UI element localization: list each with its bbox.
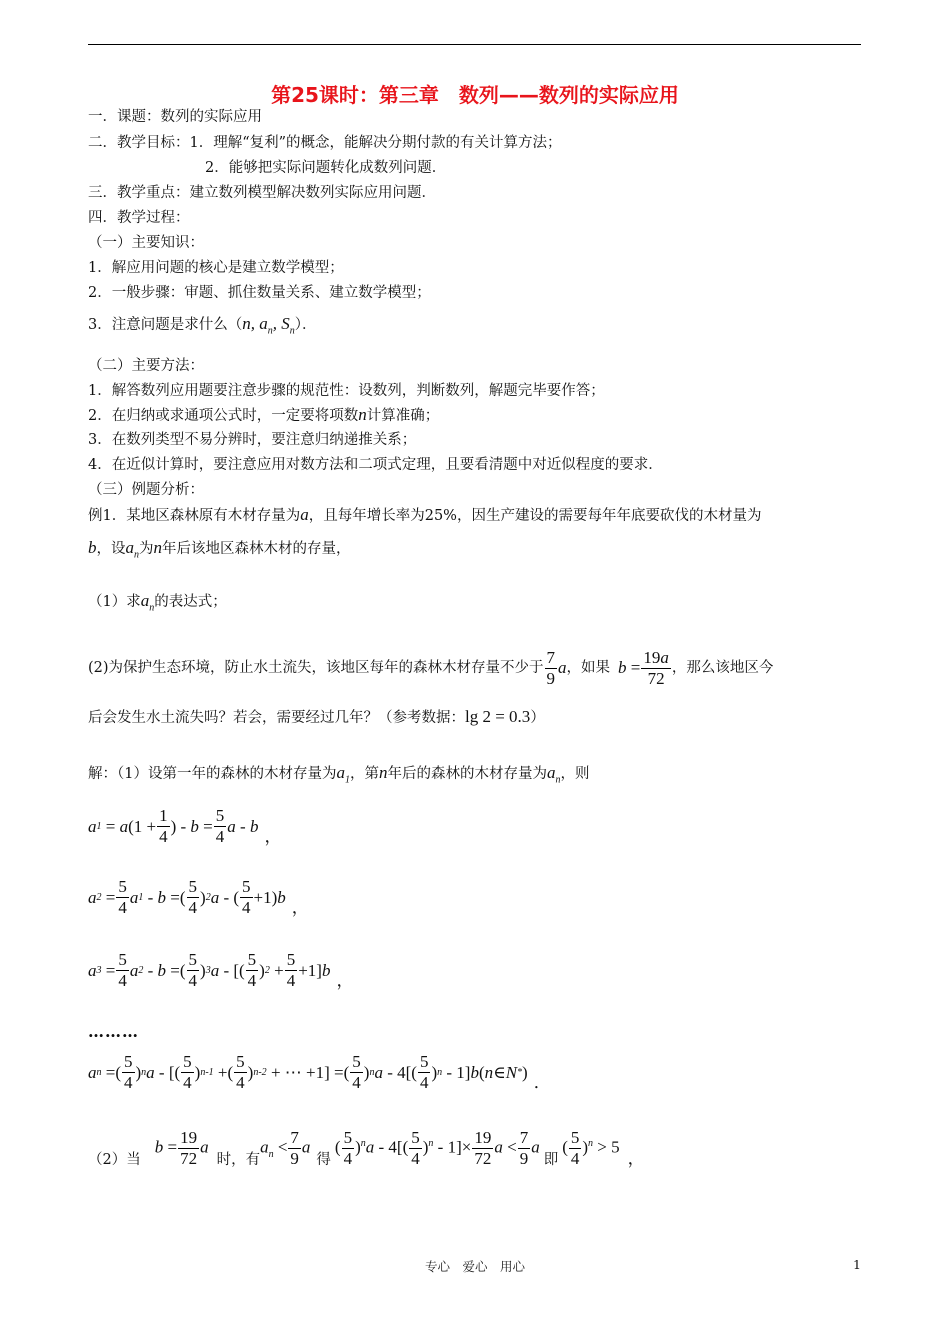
knowledge-item-3: [88, 314, 316, 341]
footer-motto: 专心 爱心 用心: [424, 1259, 525, 1274]
solution-intro-mid2: 年后的森林的木材存量为: [387, 766, 547, 782]
math-a-2: a: [558, 658, 567, 677]
methods-item-4: 4．在近似计算时，要注意应用对数方法和二项式定理，且要看清题中对近似程度的要求．: [88, 457, 663, 473]
math-an: $a_n$: [125, 538, 139, 561]
fraction-7-9: $\frac{7}{9}$: [546, 647, 556, 688]
methods-heading: （二）主要方法：: [88, 358, 204, 374]
solution-intro-mid: ，第: [349, 766, 379, 782]
example-1-b-after: ，设: [96, 541, 126, 557]
comma-3: ，: [336, 971, 354, 990]
example-1-pre: 例1．某地区森林原有木材存量为: [88, 508, 301, 524]
methods-item-3: 3．在数列类型不易分辨时，要注意归纳递推关系；: [88, 432, 417, 448]
header-rule: [88, 44, 861, 45]
example-1-end: 年后该地区森林木材的存量，: [162, 541, 351, 557]
methods-item-1: 1．解答数列应用题要注意步骤的规范性：设数列，判断数列，解题完毕要作答；: [88, 383, 605, 399]
solution-intro-pre: 解：（1）设第一年的森林的木材存量为: [88, 766, 337, 782]
question-2-line-2-post: ）: [530, 710, 545, 726]
reference-data: lg 2 = 0.3: [465, 707, 531, 726]
math-b: b: [88, 538, 97, 557]
example-1-for: 为: [139, 541, 154, 557]
example-1-line-1: [88, 505, 761, 526]
equals-sign: =: [626, 658, 641, 677]
solution-part-2: （2）当 b = $\frac{19}{72}$ a 时，有 $a_n$ < $\frac{7}{9}$ a 得 ( $\frac{5}{4}$ )$^n$a - 4[( $\frac{5}{4}$ )$^n$ - 1]× $\frac{19}{72}$ a < $\frac{7}{9}$ a 即 ( $\frac{5}{4}$ )$^n$ > 5 ，: [88, 1128, 645, 1168]
equation-a1: a 1 = a (1 + $\frac{1}{4}$ ) - b = $\frac{5}{4}$ a - b ，: [88, 806, 282, 846]
goal-line-1: 二．教学目标：1．理解“复利”的概念，能解决分期付款的有关计算方法；: [88, 135, 562, 151]
question-1-post: 的表达式；: [154, 594, 227, 610]
math-n-2: n: [153, 538, 162, 557]
goal-line-2: 2．能够把实际问题转化成数列问题．: [205, 160, 447, 176]
page-title: 第25课时：第三章 数列——数列的实际应用: [271, 83, 679, 107]
knowledge-heading: （一）主要知识：: [88, 235, 204, 251]
focus-line: 三．教学重点：建立数列模型解决数列实际应用问题．: [88, 185, 436, 201]
math-b-eq: b: [618, 658, 627, 677]
math-n-an-sn: n, $a_n$, $S_n$: [242, 314, 295, 337]
knowledge-item-1: 1．解应用问题的核心是建立数学模型；: [88, 260, 344, 276]
comma-2: ，: [291, 898, 309, 917]
equation-an: a n =( $\frac{5}{4}$ ) n a - [( $\frac{5}{4}$ ) n-1 +( $\frac{5}{4}$ ) n-2 + ⋯ +1] =( $\frac{5}{4}$ ) n a - 4[( $\frac{5}{4}$ ) n - 1] b ( n ∈ N * ) ．: [88, 1052, 551, 1092]
math-n: n: [358, 405, 367, 424]
equation-a3: a 3 = $\frac{5}{4}$ a 2 - b =( $\frac{5}{4}$ ) 3 a - [( $\frac{5}{4}$ ) 2 + $\frac{5}{4}$ +1] b ，: [88, 950, 354, 990]
comma-1: ，: [264, 827, 282, 846]
methods-item-2: [88, 405, 439, 426]
ellipsis: ………: [88, 1022, 139, 1041]
part2-when: （2）当: [88, 1152, 141, 1168]
topic-line: 一．课题：数列的实际应用: [88, 109, 262, 125]
knowledge-item-3-pre: 3．注意问题是求什么（: [88, 317, 243, 333]
part2-get: 得: [316, 1152, 331, 1168]
methods-item-2-post: 计算准确；: [366, 408, 440, 424]
knowledge-item-3-post: ）．: [294, 317, 317, 333]
equation-a2: a 2 = $\frac{5}{4}$ a 1 - b =( $\frac{5}{4}$ ) 2 a - ( $\frac{5}{4}$ +1) b ，: [88, 877, 309, 917]
question-2-pre: (2)为保护生态环境，防止水土流失，该地区每年的森林木材存量不少于: [88, 660, 544, 676]
page-number: 1: [853, 1257, 861, 1272]
methods-item-2-pre: 2．在归纳或求通项公式时，一定要将项数: [88, 408, 359, 424]
knowledge-item-2: 2．一般步骤：审题、抓住数量关系、建立数学模型；: [88, 285, 431, 301]
period-1: ．: [533, 1073, 551, 1092]
solution-intro-post: ，则: [560, 766, 590, 782]
question-2-post: ，那么该地区今: [671, 660, 774, 676]
question-2-line-1: [88, 638, 773, 698]
fraction-19a-72: $\frac{19a}{72}$: [643, 647, 669, 688]
comma-4: ，: [627, 1149, 645, 1168]
question-2-line-2-pre: 后会发生水土流失吗？若会，需要经过几年？（参考数据：: [88, 710, 465, 726]
question-2-line-2: [88, 707, 545, 728]
math-an-2: $a_n$: [140, 591, 155, 614]
math-an-3: $a_n$: [546, 763, 561, 786]
part2-ie: 即: [543, 1152, 559, 1168]
math-a: a: [300, 505, 309, 524]
question-1: [88, 591, 227, 618]
math-n-3: n: [378, 763, 388, 782]
math-a1: $a_1$: [336, 763, 350, 786]
example-1-line-2: [88, 538, 351, 565]
question-1-pre: （1）求: [88, 594, 141, 610]
process-line: 四．教学过程：: [88, 210, 190, 226]
example-1-mid: ，且每年增长率为25%，因生产建设的需要每年年底要砍伐的木材量为: [308, 508, 762, 524]
part2-then: 时，有: [216, 1152, 261, 1168]
solution-intro: [88, 763, 589, 790]
question-2-mid: ，如果: [566, 660, 611, 676]
example-heading: （三）例题分析：: [88, 482, 204, 498]
